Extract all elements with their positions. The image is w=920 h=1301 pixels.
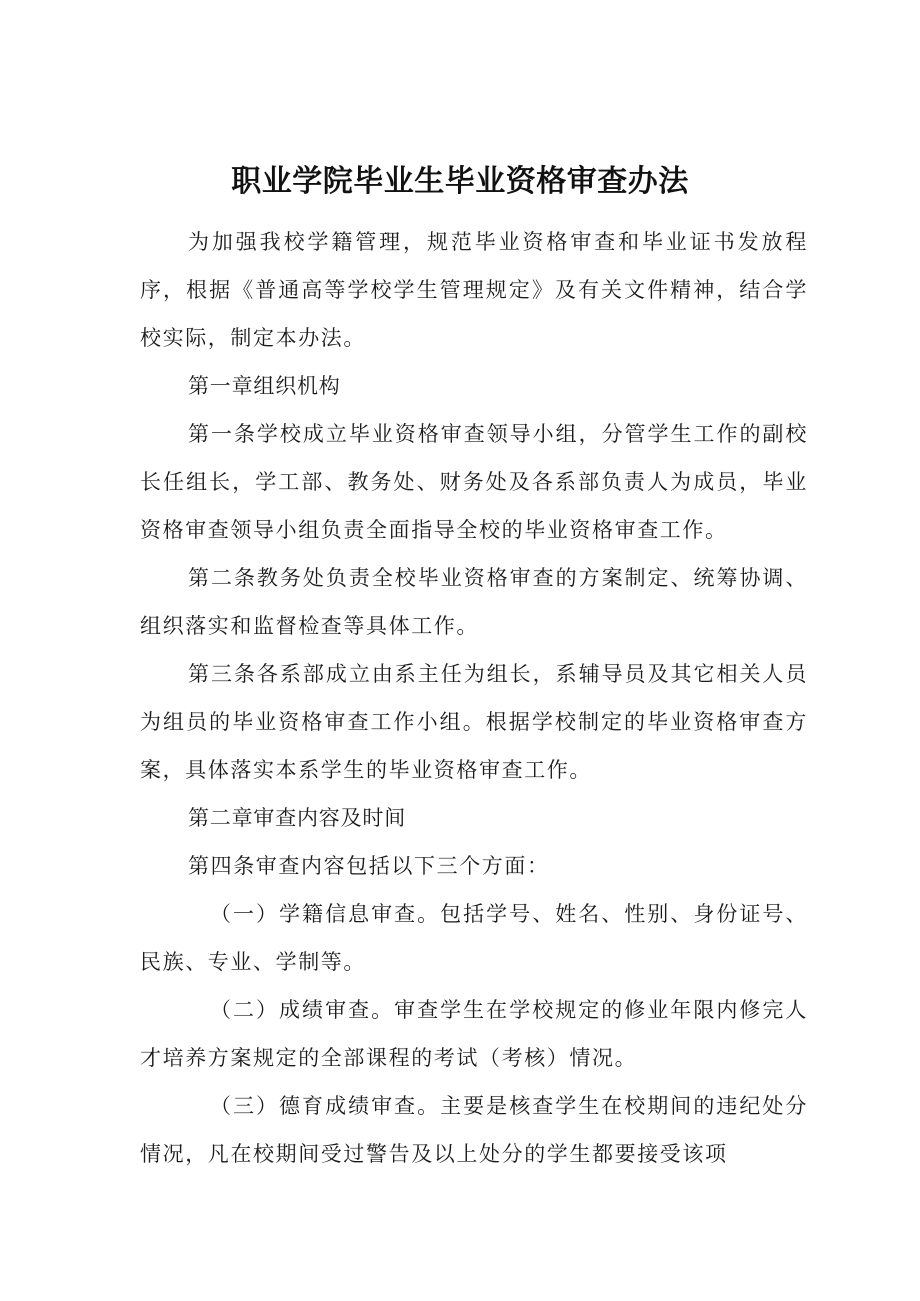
chapter-2-heading: 第二章审查内容及时间 xyxy=(188,806,406,830)
article-2-paragraph: 第二条教务处负责全校毕业资格审查的方案制定、统筹协调、组织落实和监督检查等具体工作。 xyxy=(140,566,808,638)
article-4-paragraph: 第四条审查内容包括以下三个方面： xyxy=(188,854,550,878)
article-1-paragraph: 第一条学校成立毕业资格审查领导小组，分管学生工作的副校长任组长，学工部、教务处、财务处及各系部负责人为成员，毕业资格审查领导小组负责全面指导全校的毕业资格审查工作。 xyxy=(140,422,808,542)
article-3-paragraph: 第三条各系部成立由系主任为组长，系辅导员及其它相关人员为组员的毕业资格审查工作小组。根据学校制定的毕业资格审查方案，具体落实本系学生的毕业资格审查工作。 xyxy=(140,662,808,782)
document-body xyxy=(140,218,808,1178)
item-1-paragraph: （一）学籍信息审查。包括学号、姓名、性别、身份证号、民族、专业、学制等。 xyxy=(140,902,808,974)
document-title: 职业学院毕业生毕业资格审查办法 xyxy=(231,164,689,200)
item-3-paragraph: （三）德育成绩审查。主要是核查学生在校期间的违纪处分情况，凡在校期间受过警告及以上处分的学生都要接受该项 xyxy=(140,1094,808,1166)
chapter-1-heading: 第一章组织机构 xyxy=(188,374,341,398)
item-2-paragraph: （二）成绩审查。审查学生在学校规定的修业年限内修完人才培养方案规定的全部课程的考试（考核）情况。 xyxy=(140,998,808,1070)
intro-paragraph: 为加强我校学籍管理，规范毕业资格审查和毕业证书发放程序，根据《普通高等学校学生管理规定》及有关文件精神，结合学校实际，制定本办法。 xyxy=(140,230,808,350)
